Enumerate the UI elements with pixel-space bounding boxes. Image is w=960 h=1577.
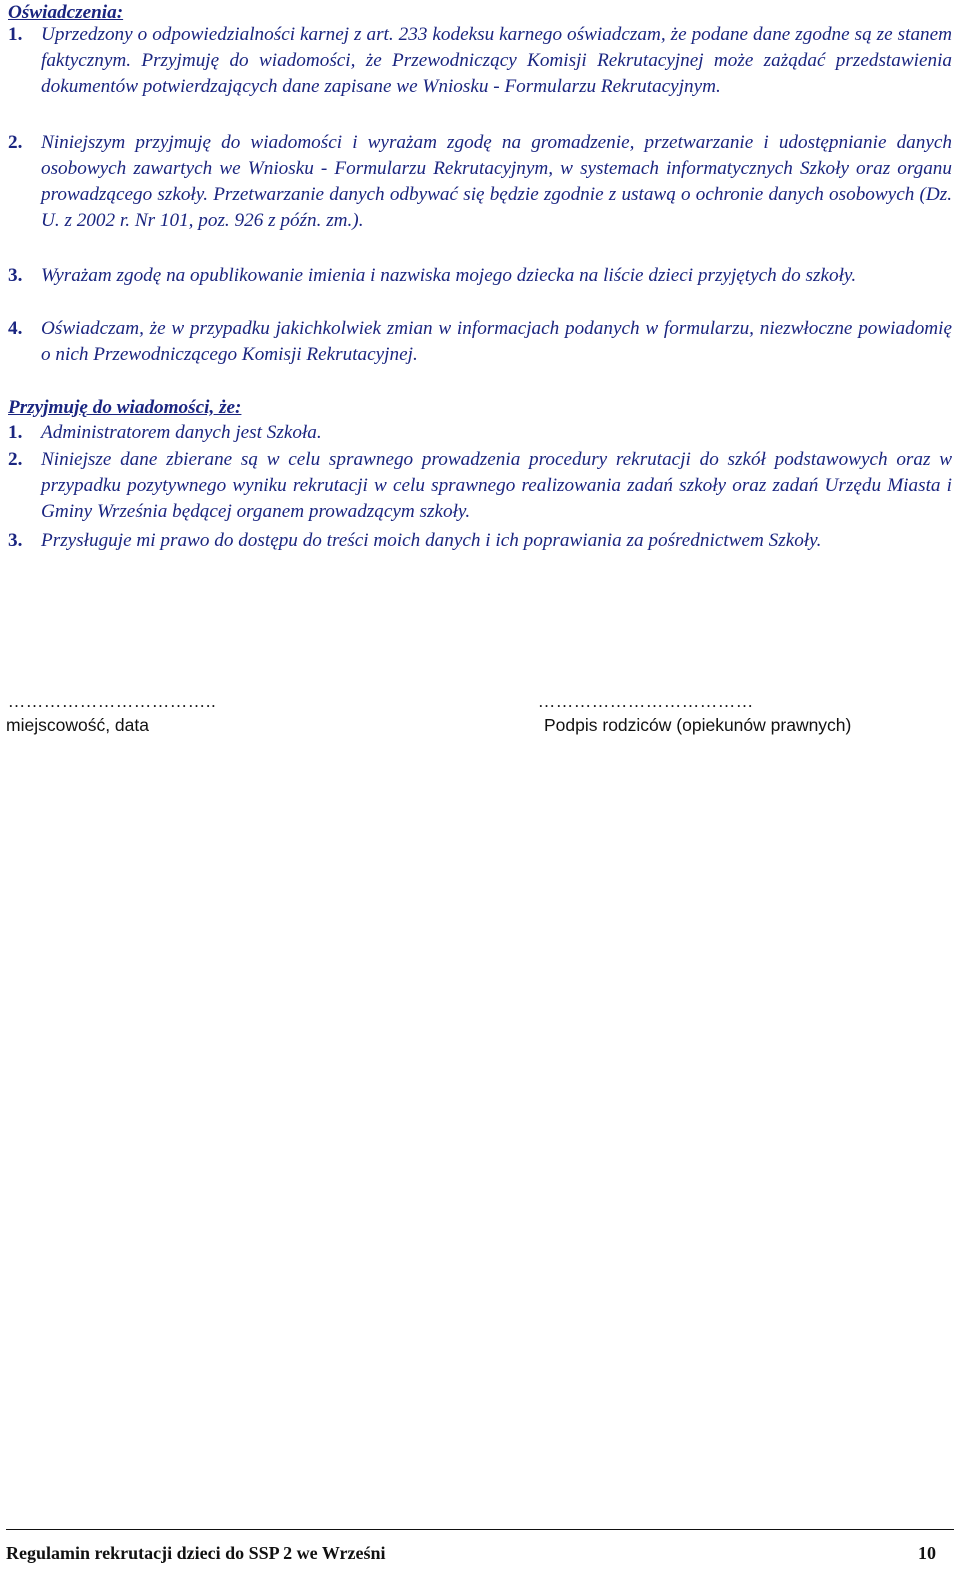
item-number: 1. [8,24,23,45]
item-number: 3. [8,265,23,286]
item-text: Niniejszym przyjmuję do wiadomości i wyrażam zgodę na gromadzenie, przetwarzanie i udostępnianie danych osobowych zawartych we Wniosku - Formularzu Rekrutacyjnym, w systemach informatycznych Szkoły oraz organu prowadzącego szkoły. Przetwarzanie danych odbywać się będzie zgodnie z ustawą o ochronie danych osobowych (Dz. U. z 2002 r. Nr 101, poz. 926 z późn. zm.). [41,132,952,231]
item-text: Administratorem danych jest Szkoła. [41,422,322,443]
place-date-signature-line: …………………………….. [8,692,217,711]
declaration-item-3 [8,263,952,289]
page-number: 10 [918,1543,936,1563]
item-text: Przysługuje mi prawo do dostępu do treści moich danych i ich poprawiania za pośrednictwem Szkoły. [41,530,822,551]
ack-item-1 [8,420,952,446]
item-number: 4. [8,318,23,339]
item-text: Wyrażam zgodę na opublikowanie imienia i nazwiska mojego dziecka na liście dzieci przyjętych do szkoły. [41,265,857,286]
declaration-item-1 [8,22,952,100]
item-text: Oświadczam, że w przypadku jakichkolwiek zmian w informacjach podanych w formularzu, niezwłoczne powiadomię o nich Przewodniczącego Komisji Rekrutacyjnej. [41,318,952,365]
item-text: Niniejsze dane zbierane są w celu sprawnego prowadzenia procedury rekrutacji do szkół podstawowych oraz w przypadku pozytywnego wyniku rekrutacji w celu sprawnego realizowania zadań szkoły oraz zadań Urzędu Miasta i Gminy Września będącej organem prowadzącym szkoły. [41,449,952,522]
item-number: 3. [8,530,23,551]
footer-divider [6,1529,954,1530]
item-number: 2. [8,132,23,153]
item-text: Uprzedzony o odpowiedzialności karnej z art. 233 kodeksu karnego oświadczam, że podane dane zgodne są ze stanem faktycznym. Przyjmuję do wiadomości, że Przewodniczący Komisji Rekrutacyjnej może zażądać przedstawienia dokumentów potwierdzających dane zapisane we Wniosku - Formularzu Rekrutacyjnym. [41,24,952,97]
declaration-item-4 [8,316,952,368]
ack-item-3 [8,528,952,554]
ack-item-2 [8,447,952,525]
parent-signature-line: ……………………………… [538,692,754,711]
item-number: 2. [8,449,23,470]
item-number: 1. [8,422,23,443]
section-declarations-title: Oświadczenia: [8,2,124,23]
place-date-label: miejscowość, data [6,715,149,735]
declaration-item-2 [8,130,952,234]
section-acknowledgement-title: Przyjmuję do wiadomości, że: [8,397,242,418]
parent-signature-label: Podpis rodziców (opiekunów prawnych) [544,715,852,735]
footer-title: Regulamin rekrutacji dzieci do SSP 2 we Wrześni [6,1543,386,1563]
